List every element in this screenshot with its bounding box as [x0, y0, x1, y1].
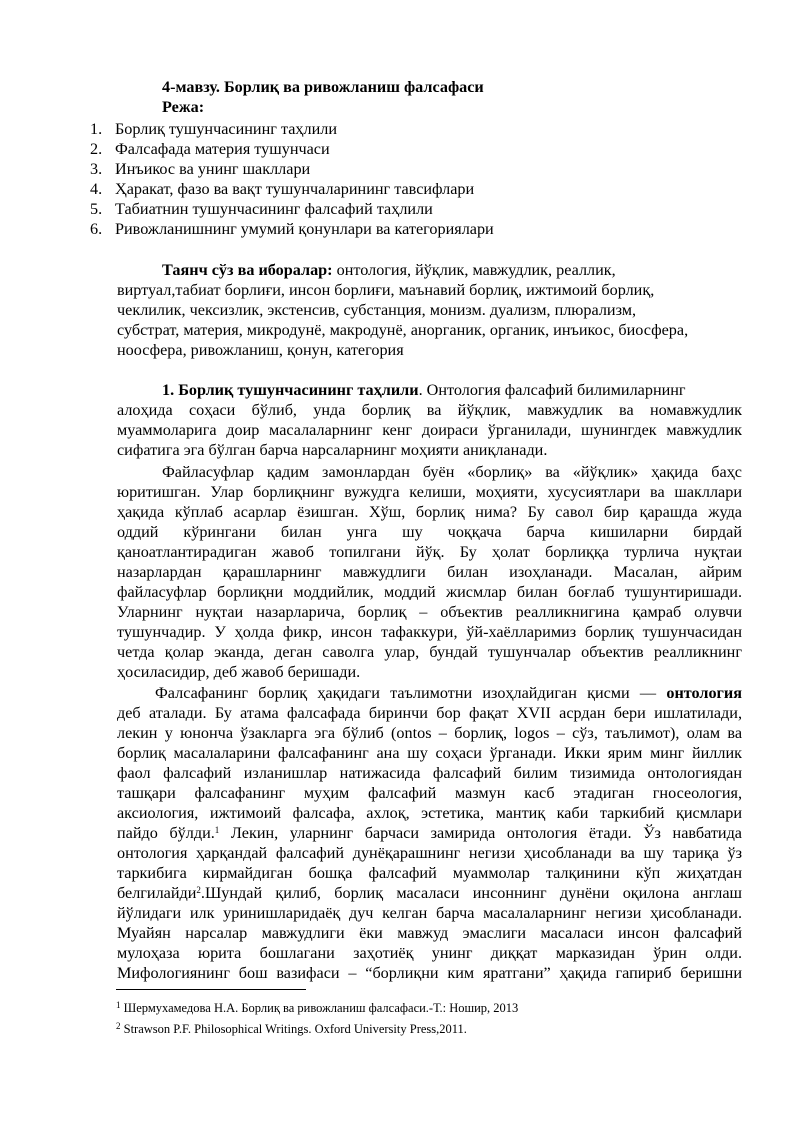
text-line: мулоҳаза юрита бошлагани заҳотиёқ унинг диққат марказидан ўрин олди. [117, 944, 742, 962]
text-line: деб аталади. Бу атама фалсафада биринчи бор фақат XVII асрдан бери ишлатилади, [117, 704, 742, 722]
text-line: белгилайди$^2$.Шундай қилиб, борлиқ масаласи инсоннинг дунёни оқилона англаш [117, 884, 742, 902]
plan-item-number: 3. [90, 160, 103, 178]
plan-item-number: 6. [90, 220, 103, 238]
keywords-line: субстрат, материя, микродунё, макродунё, анорганик, органик, инъикос, биосфера, [117, 321, 689, 339]
text-line: 1. Борлиқ тушунчасининг таҳлили. Онтология фалсафий билимиларнинг [162, 381, 686, 399]
keywords-line: чеклилик, чексизлик, экстенсив, субстанция, монизм. дуализм, плюрализм, [117, 301, 637, 319]
section-heading: 1. Борлиқ тушунчасининг таҳлили [162, 381, 419, 399]
footnote-separator [116, 989, 306, 990]
text-line: файласуфлар борлиқни моддийлик, моддий жисмлар билан боғлаб тушунтиришади. [117, 583, 742, 601]
text-line: алоҳида соҳаси бўлиб, унда борлиқ ва йўқлик, мавжудлик ва номавжудлик [117, 401, 742, 419]
plan-item: Табиатнин тушунчасининг фалсафий таҳлили [115, 200, 433, 218]
footnote-ref-2[interactable]: 2 [196, 885, 201, 895]
text-line: онтология ҳарқандай фалсафий дунёқарашнинг негизи ҳисобланади ва шу тариқа ўз [117, 844, 742, 862]
plan-item: Фалсафада материя тушунчаси [115, 140, 330, 158]
text-line: четда қолар эканда, деган саволга улар, бундай тушунчалар объектив реалликнинг [117, 643, 742, 661]
text-line: йўлидаги илк уринишларидаёқ дуч келган барча масалаларнинг негизи ҳисобланади. [117, 904, 742, 922]
text-line: аксиология, ижтимоий фалсафа, ахлоқ, эстетика, мантиқ каби таркибий қисмлари [117, 804, 742, 822]
keywords-line: ноосфера, ривожланиш, қонун, категория [117, 341, 404, 359]
plan-item: Инъикос ва унинг шакллари [115, 160, 311, 178]
text-line: юритишган. Улар борлиқнинг вужудга келиши, моҳияти, хусусиятлари ва шакллари [117, 483, 742, 501]
footnote-2: $^2$ Strawson P.F. Philosophical Writings. Oxford University Press,2011. [116, 1021, 467, 1036]
keywords-line: Таянч сўз ва иборалар: онтология, йўқлик, мавжудлик, реаллик, [162, 261, 616, 279]
text-line: Уларнинг нуқтаи назарларича, борлиқ – объектив реалликнигина қамраб олувчи [117, 603, 742, 621]
text-line: муаммоларига доир масалаларнинг кенг доираси ўрганилади, шунингдек мавжудлик [117, 421, 742, 439]
plan-item-number: 4. [90, 180, 103, 198]
text-line: фаол фалсафий изланишлар натижасида фалсафий билим тизимида онтологиядан [117, 764, 742, 782]
text-line: оддий кўрингани билан унга шу чоққача барча кишиларни бирдай [117, 523, 742, 541]
text-line: Муайян нарсалар мавжудлиги ёки мавжуд эмаслиги масаласи инсон фалсафий [117, 924, 742, 942]
text-line: тушунчадир. У ҳолда фикр, инсон тафаккури, ўй-хаёлларимиз борлиқ тушунчасидан [117, 623, 742, 641]
term-ontology: онтология [666, 684, 742, 702]
text-line: борлиқ масалаларини фалсафанинг ана шу соҳаси ўрганади. Икки ярим минг йиллик [117, 744, 742, 762]
plan-item-number: 5. [90, 200, 103, 218]
text-line: ташқари фалсафанинг муҳим фалсафий мазмун касб этадиган гносеология, [117, 784, 742, 802]
text-line: ҳосиласидир, деб жавоб беришади. [117, 663, 361, 681]
text-line: Мифологиянинг бош вазифаси – “борлиқни ким яратгани” ҳақида гапириб беришни [117, 964, 742, 982]
footnote-1: $^1$ Шермухамедова Н.А. Борлиқ ва ривожланиш фалсафаси.-Т.: Ношир, 2013 [116, 1000, 519, 1015]
text-line: Файласуфлар қадим замонлардан буён «борлиқ» ва «йўқлик» ҳақида баҳс [162, 463, 742, 481]
text-line: ҳақида кўплаб асарлар ёзишган. Хўш, борлиқ нима? Бу савол бир қарашда жуда [117, 503, 742, 521]
text-line: пайдо бўлди.$^1$ Лекин, уларнинг барчаси замирида онтология ётади. Ўз навбатида [117, 824, 742, 842]
plan-item-number: 2. [90, 140, 103, 158]
text-line: Фалсафанинг борлиқ ҳақидаги таълимотни изоҳлайдиган қисми — онтология [155, 684, 742, 702]
plan-item-number: 1. [90, 120, 103, 138]
plan-label: Режа: [162, 98, 205, 116]
text-line: лекин у юнонча ўзакларга эга бўлиб (ontos – борлиқ, logos – сўз, таълимот), олам ва [117, 724, 742, 742]
plan-item: Ҳаракат, фазо ва вақт тушунчаларининг тавсифлари [115, 180, 475, 198]
text-line: назарлардан қарашларнинг мавжудлиги билан изоҳланади. Масалан, айрим [117, 563, 742, 581]
plan-item: Ривожланишнинг умумий қонунлари ва категориялари [115, 220, 494, 238]
footnote-ref-1[interactable]: 1 [214, 825, 220, 835]
text-line: сифатига эга бўлган барча нарсаларнинг моҳияти аниқланади. [117, 441, 548, 459]
keywords-line: виртуал,табиат борлиғи, инсон борлиғи, маънавий борлиқ, ижтимоий борлиқ, [117, 281, 655, 299]
plan-item: Борлиқ тушунчасининг таҳлили [115, 120, 337, 138]
document-title: 4-мавзу. Борлиқ ва ривожланиш фалсафаси [162, 78, 484, 96]
keywords-label: Таянч сўз ва иборалар: [162, 261, 333, 279]
text-line: қаноатлантирадиган жавоб топилгани йўқ. Бу ҳолат борлиққа турлича нуқтаи [117, 543, 742, 561]
text-line: таркибига кирмайдиган бошқа фалсафий муаммолар талқинини кўп жиҳатдан [117, 864, 742, 882]
